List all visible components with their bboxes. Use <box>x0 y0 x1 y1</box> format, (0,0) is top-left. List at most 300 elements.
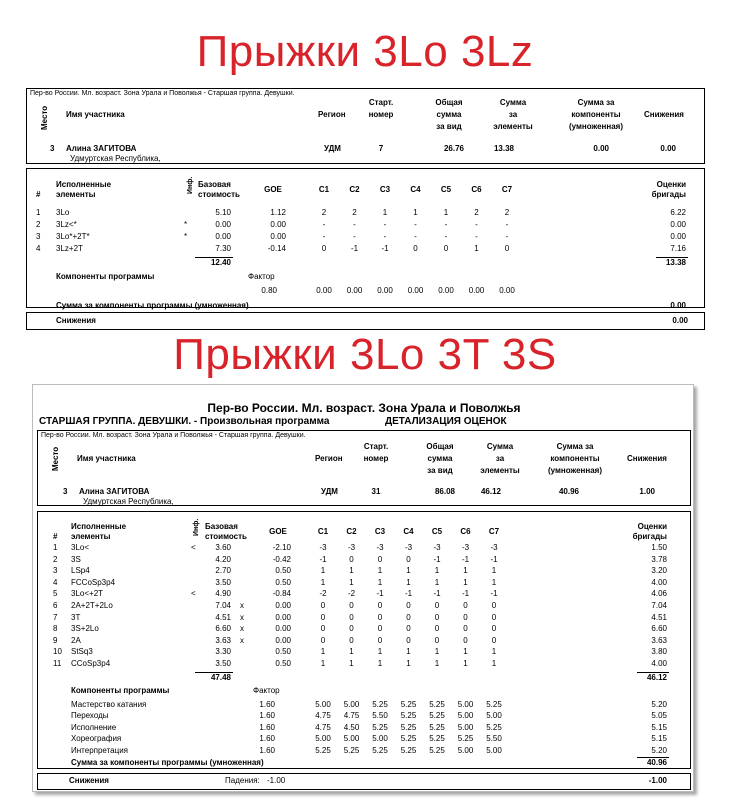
athlete-place-2: 3 <box>63 487 68 496</box>
judge-score-1: 0 <box>320 612 326 622</box>
element-panel-score: 0.00 <box>670 232 686 241</box>
component-judge-7: 5.50 <box>486 734 502 744</box>
judge-score-4: -3 <box>404 543 413 552</box>
element-name: 3Lo <box>56 208 70 217</box>
judge-score-6: 1 <box>463 577 468 587</box>
element-row-num: 1 <box>36 208 41 217</box>
judge-score-5: - <box>444 220 448 229</box>
deductions-value-2: -1.00 <box>648 776 667 785</box>
judge-score-1: 0 <box>320 601 326 610</box>
element-goe: 0.00 <box>270 220 286 229</box>
athlete-region-2: УДМ <box>321 487 338 496</box>
judge-header-5: C5 <box>431 527 443 536</box>
element-row-num: 7 <box>53 612 58 622</box>
judge-score-5: 1 <box>434 647 440 657</box>
judge-score-6: 0 <box>463 601 468 610</box>
element-score-total: 13.38 <box>665 258 686 267</box>
element-row-num: 9 <box>53 635 58 645</box>
judge-score-4: 1 <box>406 577 411 587</box>
athlete-start-2: 31 <box>371 487 381 496</box>
element-goe: 0.50 <box>275 577 291 587</box>
component-name: Хореография <box>71 734 122 744</box>
falls-label: Падения: <box>225 776 260 785</box>
elements-header-3: элементы <box>493 122 533 131</box>
element-goe: 0.50 <box>275 659 291 668</box>
judge-score-5: 0 <box>443 244 449 253</box>
judge-header-3: C3 <box>379 185 391 194</box>
judge-header-6: C6 <box>460 527 471 536</box>
element-goe: 0.00 <box>270 232 286 241</box>
element-panel-score: 4.00 <box>651 577 667 587</box>
name-header-2: Имя участника <box>77 454 136 463</box>
element-base-value: 3.30 <box>215 647 231 657</box>
athlete-components-2: 40.96 <box>558 487 579 496</box>
judge-score-2: 0 <box>349 601 354 610</box>
total-header-2: сумма <box>436 110 462 119</box>
start-header-2b: номер <box>363 454 389 463</box>
component-factor: 1.60 <box>259 699 275 709</box>
component-judge-4: 5.25 <box>400 711 417 721</box>
judge-score-4: 1 <box>406 647 411 657</box>
elements-box-2 <box>37 511 691 769</box>
judge-score-1: 0 <box>320 635 326 645</box>
judge-score-1: - <box>322 220 326 229</box>
element-panel-score: 4.00 <box>651 659 667 668</box>
judge-score-5: 1 <box>434 577 440 587</box>
element-goe: 0.00 <box>275 612 291 622</box>
total-header-2a: Общая <box>426 442 454 451</box>
components-header-2b: компоненты <box>550 454 600 463</box>
judge-score-1: 2 <box>321 208 327 217</box>
judge-score-5: -1 <box>433 554 441 564</box>
element-panel-score: 0.00 <box>670 220 686 229</box>
judge-score-4: 0 <box>413 244 418 253</box>
element-base-value: 3.63 <box>215 635 231 645</box>
judge-header-7: C7 <box>501 185 513 194</box>
judge-score-5: 0 <box>434 624 440 634</box>
athlete-region-full: Удмуртская Республика, <box>70 154 161 163</box>
start-header-1: Старт. <box>368 98 394 107</box>
judge-score-1: 1 <box>320 659 326 668</box>
element-info-mark: * <box>184 220 188 229</box>
element-row-num: 1 <box>53 543 58 552</box>
element-name: 3T <box>71 612 81 622</box>
element-name: LSp4 <box>71 566 90 576</box>
judge-score-7: 0 <box>491 624 497 634</box>
element-base-value: 3.60 <box>215 543 231 552</box>
judge-score-5: 0 <box>434 612 440 622</box>
component-name: Исполнение <box>71 722 117 732</box>
factor-value: 0.80 <box>261 286 277 295</box>
col-score-header-1: Оценки <box>656 180 686 189</box>
judge-score-7: -3 <box>490 543 498 552</box>
region-header-2: Регион <box>315 454 343 463</box>
element-row-num: 3 <box>53 566 58 576</box>
element-base-value: 6.60 <box>215 624 231 634</box>
athlete-components: 0.00 <box>593 144 609 153</box>
judge-score-2: 0 <box>349 554 354 564</box>
athlete-elements-2: 46.12 <box>480 487 501 496</box>
element-name: 3Lo< <box>71 543 90 552</box>
components-label: Компоненты программы <box>56 272 155 281</box>
judge-score-4: 0 <box>406 554 411 564</box>
judge-score-2: 1 <box>349 647 354 657</box>
components-sum-value: 0.00 <box>670 301 686 310</box>
judge-score-6: 2 <box>474 208 479 217</box>
element-row-num: 5 <box>53 589 58 599</box>
component-judge-1: 4.75 <box>315 711 331 721</box>
judge-score-5: -1 <box>433 589 441 599</box>
judge-score-6: - <box>475 220 478 229</box>
judge-score-3: 0 <box>377 612 383 622</box>
judge-score-4: - <box>414 232 417 241</box>
component-judge-3: 5.25 <box>372 722 388 732</box>
col-elements-header-1: Исполненные <box>71 522 127 531</box>
judge-score-3: 1 <box>377 577 383 587</box>
element-goe: 1.12 <box>270 208 286 217</box>
col-elements-header-2: элементы <box>56 190 96 199</box>
element-base-value: 4.90 <box>215 589 231 599</box>
element-bonus-x: x <box>240 601 244 610</box>
components-sum-label-2: Сумма за компоненты программы (умноженная) <box>71 757 264 767</box>
judge-score-6: - <box>475 232 478 241</box>
element-row-num: 2 <box>53 554 58 564</box>
event-line-2: Пер-во России. Мл. возраст. Зона Урала и Поволжья - Старшая группа. Девушки. <box>41 432 306 439</box>
component-judge-6: 5.00 <box>457 699 474 709</box>
judge-score-3: -1 <box>381 244 389 253</box>
components-header-3: (умноженная) <box>569 122 623 131</box>
base-value-total: 47.48 <box>210 672 231 682</box>
component-judge-2: 0.00 <box>346 286 363 295</box>
element-base-value: 3.50 <box>215 659 231 668</box>
element-panel-score: 6.22 <box>670 208 686 217</box>
judge-score-6: 1 <box>463 566 468 576</box>
col-num-header: # <box>53 532 58 541</box>
event-line: Пер-во России. Мл. возраст. Зона Урала и Поволжья - Старшая группа. Девушки. <box>30 90 295 97</box>
components-label-2: Компоненты программы <box>71 685 170 695</box>
deductions-header-2: Снижения <box>627 454 667 463</box>
elements-header-1: Сумма <box>499 98 527 107</box>
element-base-value: 5.10 <box>215 208 231 217</box>
col-base-header-2: стоимость <box>198 190 240 199</box>
element-row-num: 2 <box>36 220 41 229</box>
judge-score-6: 0 <box>463 624 468 634</box>
element-base-value: 4.20 <box>215 554 231 564</box>
athlete-start: 7 <box>378 144 384 153</box>
element-row-num: 4 <box>53 577 58 587</box>
deductions-label: Снижения <box>56 316 96 325</box>
deductions-header: Снижения <box>644 110 684 119</box>
col-base-header-1: Базовая <box>198 180 231 189</box>
judge-score-5: 1 <box>434 566 440 576</box>
component-judge-2: 4.75 <box>343 711 360 721</box>
component-judge-6: 0.00 <box>468 286 485 295</box>
component-judge-4: 5.25 <box>400 746 417 755</box>
element-row-num: 11 <box>53 659 62 668</box>
judge-score-5: 1 <box>443 208 449 217</box>
component-judge-5: 5.25 <box>429 722 445 732</box>
region-header: Регион <box>318 110 346 119</box>
component-judge-2: 4.50 <box>343 722 360 732</box>
judge-score-3: -1 <box>376 589 384 599</box>
col-info-header: Инф. <box>187 176 194 194</box>
judge-score-1: 1 <box>320 647 326 657</box>
element-goe: -0.84 <box>272 589 291 599</box>
component-judge-2: 5.00 <box>343 734 360 744</box>
judge-score-3: 1 <box>377 566 383 576</box>
judge-score-2: 0 <box>349 635 354 645</box>
element-bonus-x: x <box>240 635 244 645</box>
component-judge-5: 5.25 <box>429 734 445 744</box>
elements-header-2a: Сумма <box>486 442 514 451</box>
judge-score-4: 1 <box>406 659 411 668</box>
judge-score-2: 1 <box>349 577 354 587</box>
element-panel-score: 3.63 <box>651 635 667 645</box>
judge-header-7: C7 <box>488 527 500 536</box>
judge-score-3: 0 <box>377 601 383 610</box>
judge-score-6: 0 <box>463 612 468 622</box>
col-elements-header-2: элементы <box>71 532 111 541</box>
judge-score-7: -1 <box>490 554 498 564</box>
judge-score-2: 1 <box>349 659 354 668</box>
judge-score-3: 0 <box>377 624 383 634</box>
judge-header-1: C1 <box>317 527 329 536</box>
element-name: 2A <box>71 635 81 645</box>
element-panel-score: 6.60 <box>651 624 667 634</box>
name-header: Имя участника <box>66 110 125 119</box>
judge-header-4: C4 <box>403 527 414 536</box>
factor-label: Фактор <box>248 272 275 281</box>
elements-header-2b: за <box>495 454 505 463</box>
element-name: CCoSp3p4 <box>71 659 111 668</box>
element-row-num: 10 <box>53 647 62 657</box>
component-name: Мастерство катания <box>71 699 147 709</box>
col-score-header-2: бригады <box>651 190 686 199</box>
component-judge-7: 5.00 <box>486 711 502 721</box>
judge-score-5: 1 <box>434 659 440 668</box>
element-panel-score: 4.51 <box>651 612 667 622</box>
element-row-num: 8 <box>53 624 58 634</box>
element-info-mark: < <box>191 543 196 552</box>
element-name: 3S <box>71 554 81 564</box>
component-judge-7: 0.00 <box>499 286 515 295</box>
component-factor: 1.60 <box>259 722 275 732</box>
judge-score-6: 0 <box>463 635 468 645</box>
component-judge-1: 5.25 <box>315 746 331 755</box>
element-base-value: 0.00 <box>215 232 231 241</box>
component-judge-6: 5.00 <box>457 722 474 732</box>
component-judge-5: 5.25 <box>429 699 445 709</box>
component-judge-5: 0.00 <box>438 286 454 295</box>
judge-score-4: 0 <box>406 601 411 610</box>
component-judge-5: 5.25 <box>429 711 445 721</box>
component-name: Переходы <box>71 711 109 721</box>
element-panel-score: 7.04 <box>651 601 667 610</box>
sheet-2-title: Пер-во России. Мл. возраст. Зона Урала и Поволжья <box>207 401 521 415</box>
component-judge-3: 0.00 <box>377 286 393 295</box>
components-header-2c: (умноженная) <box>548 466 602 475</box>
factor-label-2: Фактор <box>253 685 280 695</box>
judge-score-2: -3 <box>347 543 356 552</box>
col-score-header-2: бригады <box>632 532 667 541</box>
judge-header-2: C2 <box>346 527 357 536</box>
element-base-value: 0.00 <box>215 220 231 229</box>
component-judge-1: 5.00 <box>315 734 331 744</box>
judge-header-6: C6 <box>471 185 482 194</box>
element-name: StSq3 <box>71 647 93 657</box>
judge-header-4: C4 <box>410 185 421 194</box>
element-row-num: 3 <box>36 232 41 241</box>
judge-score-2: 0 <box>349 624 354 634</box>
element-base-value: 2.70 <box>215 566 231 576</box>
athlete-name: Алина ЗАГИТОВА <box>66 144 137 153</box>
element-bonus-x: x <box>240 624 244 634</box>
judge-score-7: -1 <box>490 589 498 599</box>
athlete-deductions: 0.00 <box>660 144 676 153</box>
component-score: 5.20 <box>651 746 667 755</box>
element-row-num: 4 <box>36 244 41 253</box>
judge-score-3: 1 <box>382 208 388 217</box>
component-judge-1: 0.00 <box>316 286 332 295</box>
judge-score-4: 1 <box>413 208 418 217</box>
component-judge-6: 5.25 <box>457 734 474 744</box>
judge-score-1: 0 <box>320 624 326 634</box>
judge-score-4: 0 <box>406 635 411 645</box>
element-goe: 0.50 <box>275 647 291 657</box>
components-header-2: компоненты <box>571 110 621 119</box>
element-goe: -0.14 <box>267 244 286 253</box>
score-sheet-1 <box>26 88 705 330</box>
element-name: 3Lo*+2T* <box>56 232 90 241</box>
component-score: 5.20 <box>651 699 667 709</box>
element-row-num: 6 <box>53 601 58 610</box>
judge-header-5: C5 <box>440 185 452 194</box>
component-judge-2: 5.25 <box>343 746 360 755</box>
component-factor: 1.60 <box>259 734 275 744</box>
element-bonus-x: x <box>240 612 244 622</box>
judge-score-4: 1 <box>406 566 411 576</box>
judge-score-7: 1 <box>491 566 497 576</box>
judge-score-4: 0 <box>406 624 411 634</box>
judge-score-1: - <box>322 232 326 241</box>
components-header-2a: Сумма за <box>556 442 594 451</box>
title-jumps-3lo-3t-3s: Прыжки 3Lo 3T 3S <box>173 330 557 379</box>
athlete-total: 26.76 <box>443 144 464 153</box>
judge-score-4: 0 <box>406 612 411 622</box>
judge-score-7: - <box>505 220 509 229</box>
athlete-name-2: Алина ЗАГИТОВА <box>79 487 150 496</box>
element-base-value: 7.04 <box>215 601 231 610</box>
col-goe-header: GOE <box>264 185 282 194</box>
judge-score-7: 0 <box>491 635 497 645</box>
deductions-box <box>26 312 705 330</box>
judge-score-3: 1 <box>377 647 383 657</box>
sheet-2-subtitle: СТАРШАЯ ГРУППА. ДЕВУШКИ. - Произвольная программа <box>39 416 330 427</box>
component-judge-2: 5.00 <box>343 699 360 709</box>
element-name: FCCoSp3p4 <box>71 577 116 587</box>
start-header-2a: Старт. <box>363 442 389 451</box>
judge-score-5: 0 <box>434 635 440 645</box>
judge-score-7: 1 <box>491 577 497 587</box>
judge-score-3: - <box>383 220 387 229</box>
judge-score-5: 0 <box>434 601 440 610</box>
start-header-2: номер <box>368 110 394 119</box>
judge-score-7: 1 <box>491 659 497 668</box>
element-goe: 0.50 <box>275 566 291 576</box>
element-goe: 0.00 <box>275 635 291 645</box>
judge-header-1: C1 <box>318 185 330 194</box>
component-judge-3: 5.50 <box>372 711 388 721</box>
falls-value: -1.00 <box>267 776 286 785</box>
element-goe: -0.42 <box>272 554 291 564</box>
judge-score-2: 2 <box>352 208 357 217</box>
component-judge-4: 0.00 <box>407 286 424 295</box>
base-value-total: 12.40 <box>210 258 231 267</box>
components-header-1: Сумма за <box>577 98 615 107</box>
element-panel-score: 1.50 <box>651 543 667 552</box>
judge-score-1: -3 <box>319 543 327 552</box>
score-sheet-2 <box>32 384 694 792</box>
judge-score-7: 0 <box>491 612 497 622</box>
element-panel-score: 7.16 <box>670 244 686 253</box>
element-panel-score: 3.20 <box>651 566 667 576</box>
judge-score-5: -3 <box>433 543 441 552</box>
judge-score-4: - <box>414 220 417 229</box>
col-base-header-2: стоимость <box>205 532 247 541</box>
col-goe-header: GOE <box>269 527 287 536</box>
judge-score-7: - <box>505 232 509 241</box>
col-base-header-1: Базовая <box>205 522 238 531</box>
component-judge-7: 5.25 <box>486 699 502 709</box>
component-judge-3: 5.25 <box>372 746 388 755</box>
total-header-2b: сумма <box>427 454 453 463</box>
element-panel-score: 3.80 <box>651 647 667 657</box>
element-base-value: 4.51 <box>215 612 231 622</box>
judge-score-1: -2 <box>319 589 327 599</box>
athlete-deductions-2: 1.00 <box>639 487 655 496</box>
athlete-region: УДМ <box>324 144 341 153</box>
judge-score-6: -1 <box>461 589 470 599</box>
judge-score-3: -3 <box>376 543 384 552</box>
judge-score-3: 0 <box>377 635 383 645</box>
element-name: 3Lo<+2T <box>71 589 104 599</box>
element-name: 3Lz<* <box>56 220 77 229</box>
judge-score-2: - <box>353 220 356 229</box>
judge-score-1: 0 <box>321 244 327 253</box>
element-panel-score: 3.78 <box>651 554 667 564</box>
col-num-header: # <box>36 190 41 199</box>
component-judge-4: 5.25 <box>400 734 417 744</box>
judge-score-2: -2 <box>347 589 356 599</box>
deductions-value: 0.00 <box>672 316 688 325</box>
judge-score-6: -1 <box>461 554 470 564</box>
component-judge-3: 5.25 <box>372 699 388 709</box>
deductions-label-2: Снижения <box>69 776 109 785</box>
judge-score-3: 0 <box>377 554 383 564</box>
judge-score-6: -3 <box>461 543 470 552</box>
judge-header-2: C2 <box>349 185 360 194</box>
components-sum-value-2: 40.96 <box>646 757 667 767</box>
element-goe: -2.10 <box>272 543 291 552</box>
judge-score-7: 0 <box>504 244 510 253</box>
element-info-mark: * <box>184 232 188 241</box>
athlete-place: 3 <box>50 144 55 153</box>
element-name: 2A+2T+2Lo <box>71 601 113 610</box>
judge-score-1: -1 <box>319 554 327 564</box>
element-name: 3S+2Lo <box>71 624 99 634</box>
component-judge-4: 5.25 <box>400 699 417 709</box>
component-name: Интерпретация <box>71 746 129 755</box>
